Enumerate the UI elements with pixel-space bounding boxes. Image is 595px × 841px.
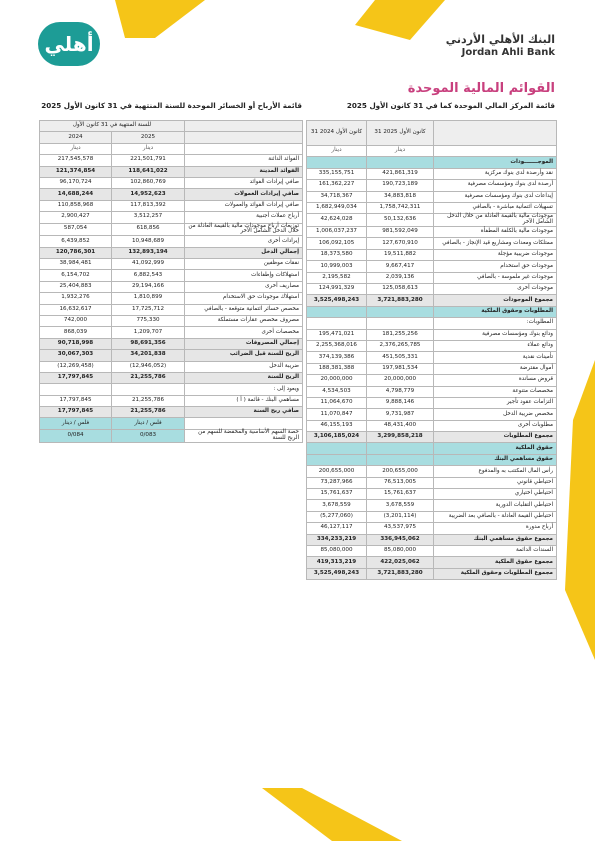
row-label: مخصصات أخرى bbox=[185, 327, 303, 338]
table-row bbox=[307, 214, 557, 227]
income-period-header-row bbox=[40, 121, 303, 132]
table-row bbox=[307, 272, 557, 283]
table-row bbox=[40, 166, 303, 177]
eps-row bbox=[40, 429, 303, 442]
value-2024: 3,525,498,243 bbox=[307, 295, 367, 306]
value-2024: 18,373,580 bbox=[307, 249, 367, 260]
value-2024: 90,718,998 bbox=[40, 338, 112, 349]
table-row bbox=[40, 281, 303, 292]
row-label: رأس المال المكتتب به والمدفوع bbox=[434, 466, 557, 477]
eps-unit-2025: فلس / دينار bbox=[112, 418, 185, 429]
row-label: موجودات غير ملموسة - بالصافي bbox=[434, 272, 557, 283]
value-2025: 1,209,707 bbox=[112, 327, 185, 338]
value-2025: 85,080,000 bbox=[367, 546, 434, 557]
table-row bbox=[307, 238, 557, 249]
yellow-decor-top-left bbox=[115, 0, 205, 38]
table-row bbox=[307, 340, 557, 351]
value-2024: 11,070,847 bbox=[307, 409, 367, 420]
table-row bbox=[307, 568, 557, 579]
value-2025: 14,952,623 bbox=[112, 189, 185, 200]
value-2025: 29,194,166 bbox=[112, 281, 185, 292]
value-2025: 981,592,049 bbox=[367, 227, 434, 238]
value-2025: 422,025,062 bbox=[367, 557, 434, 568]
row-label: صافي إيرادات الفوائد bbox=[185, 177, 303, 188]
row-label: الفوائد الدائنة bbox=[185, 155, 303, 166]
yellow-decor-bottom bbox=[262, 788, 402, 841]
table-row bbox=[307, 432, 557, 443]
table-row bbox=[307, 557, 557, 568]
value-2025 bbox=[112, 384, 185, 395]
row-label: توزيعات أرباح موجودات مالية بالقيمة العادلة من خلال الدخل الشامل الآخر bbox=[185, 223, 303, 236]
value-2024: 742,000 bbox=[40, 315, 112, 326]
row-label: أموال مقترضة bbox=[434, 363, 557, 374]
row-label: إجمالي المصروفات bbox=[185, 338, 303, 349]
value-2025: 21,255,786 bbox=[112, 395, 185, 406]
value-2025: 20,000,000 bbox=[367, 375, 434, 386]
row-label: ممتلكات ومعدات ومشاريع قيد الإنجاز - بالصافي bbox=[434, 238, 557, 249]
row-label: احتياطي القيمة العادلة - بالصافي بعد الضريبة bbox=[434, 511, 557, 522]
col-2024-header: 31 كانون الأول 2024 bbox=[307, 121, 367, 146]
value-2024: 2,900,427 bbox=[40, 212, 112, 223]
unit-label bbox=[185, 143, 303, 154]
value-2025: 9,667,417 bbox=[367, 261, 434, 272]
value-2024: 73,287,966 bbox=[307, 477, 367, 488]
table-row bbox=[307, 397, 557, 408]
row-label: مجموع المطلوبات وحقوق الملكية bbox=[434, 568, 557, 579]
table-row bbox=[307, 227, 557, 238]
table-row bbox=[307, 523, 557, 534]
table-row bbox=[307, 477, 557, 488]
table-row bbox=[40, 200, 303, 211]
table-row bbox=[40, 270, 303, 281]
col-2025-header: 2025 bbox=[112, 132, 185, 143]
row-label: مخصص ضريبة الدخل bbox=[434, 409, 557, 420]
table-row bbox=[307, 318, 557, 329]
value-2025: (3,201,114) bbox=[367, 511, 434, 522]
row-label: مجموع حقوق الملكية bbox=[434, 557, 557, 568]
value-2024: 46,127,117 bbox=[307, 523, 367, 534]
row-label: حقوق الملكية bbox=[434, 443, 557, 454]
table-row bbox=[307, 352, 557, 363]
value-2024: 46,155,193 bbox=[307, 420, 367, 431]
row-label: استهلاكات وإطفاءات bbox=[185, 270, 303, 281]
table-row bbox=[307, 511, 557, 522]
value-2024: 200,655,000 bbox=[307, 466, 367, 477]
value-2024: 16,632,617 bbox=[40, 304, 112, 315]
value-2025: 618,856 bbox=[112, 223, 185, 236]
unit-label bbox=[434, 146, 557, 157]
row-label: احتياطي قانوني bbox=[434, 477, 557, 488]
page-title: القوائم المالية الموحدة bbox=[407, 81, 555, 96]
table-row bbox=[307, 409, 557, 420]
row-label: موجودات مالية بالكلفة المطفأة bbox=[434, 227, 557, 238]
table-row bbox=[307, 443, 557, 454]
income-year-header-row bbox=[40, 132, 303, 143]
value-2025: 125,058,613 bbox=[367, 284, 434, 295]
row-label: صافي إيرادات العمولات bbox=[185, 189, 303, 200]
value-2025: 775,330 bbox=[112, 315, 185, 326]
row-label: الفوائد المدينة bbox=[185, 166, 303, 177]
value-2025: 21,255,786 bbox=[112, 407, 185, 418]
value-2025: 50,132,636 bbox=[367, 214, 434, 227]
value-2024: 335,155,751 bbox=[307, 168, 367, 179]
row-label: ودائع بنوك ومؤسسات مصرفية bbox=[434, 329, 557, 340]
value-2024: 1,682,949,034 bbox=[307, 202, 367, 213]
value-2025 bbox=[367, 443, 434, 454]
table-row bbox=[307, 386, 557, 397]
value-2025: 34,201,838 bbox=[112, 350, 185, 361]
table-row bbox=[307, 500, 557, 511]
row-label: مساهمي البنك - قائمة ( أ ) bbox=[185, 395, 303, 406]
row-label: موجودات حق استخدام bbox=[434, 261, 557, 272]
value-2025: 102,860,769 bbox=[112, 177, 185, 188]
value-2024: 6,439,852 bbox=[40, 236, 112, 247]
bank-name-ar: البنك الأهلي الأردني bbox=[445, 33, 555, 46]
table-row bbox=[40, 189, 303, 200]
value-2024: 14,688,244 bbox=[40, 189, 112, 200]
logo-text: أهلي bbox=[44, 32, 94, 56]
row-label: التزامات عقود تأجير bbox=[434, 397, 557, 408]
value-2024: (5,277,060) bbox=[307, 511, 367, 522]
value-2025: 3,721,883,280 bbox=[367, 568, 434, 579]
value-2025 bbox=[367, 318, 434, 329]
value-2025: 15,761,637 bbox=[367, 489, 434, 500]
label-col-header bbox=[434, 121, 557, 146]
table-row bbox=[40, 372, 303, 383]
value-2025: 43,537,975 bbox=[367, 523, 434, 534]
row-label: المطلوبات وحقوق الملكية bbox=[434, 306, 557, 317]
value-2024: 161,362,227 bbox=[307, 180, 367, 191]
row-label: مجموع حقوق مساهمي البنك bbox=[434, 534, 557, 545]
row-label: مجموع الموجودات bbox=[434, 295, 557, 306]
row-label: تأمينات نقدية bbox=[434, 352, 557, 363]
value-2025: 336,945,062 bbox=[367, 534, 434, 545]
table-row bbox=[307, 375, 557, 386]
row-label: ويعود إلى : bbox=[185, 384, 303, 395]
row-label: مصروف مخصص عقارات مستملكة bbox=[185, 315, 303, 326]
table-row bbox=[40, 236, 303, 247]
value-2024: (12,269,458) bbox=[40, 361, 112, 372]
value-2024: 25,404,883 bbox=[40, 281, 112, 292]
value-2024: 6,154,702 bbox=[40, 270, 112, 281]
row-label: قروض مساندة bbox=[434, 375, 557, 386]
value-2025: 6,882,543 bbox=[112, 270, 185, 281]
row-label: الربح للسنة bbox=[185, 372, 303, 383]
value-2024: 4,534,503 bbox=[307, 386, 367, 397]
value-2024: 419,313,219 bbox=[307, 557, 367, 568]
value-2025: (12,946,052) bbox=[112, 361, 185, 372]
table-row bbox=[40, 177, 303, 188]
col-2025-header: 31 كانون الأول 2025 bbox=[367, 121, 434, 146]
value-2025: 451,505,331 bbox=[367, 352, 434, 363]
value-2024 bbox=[40, 384, 112, 395]
row-label: احتياطي التقلبات الدورية bbox=[434, 500, 557, 511]
table-row bbox=[40, 327, 303, 338]
value-2025: 181,255,256 bbox=[367, 329, 434, 340]
balance-sheet-header-row bbox=[307, 121, 557, 146]
table-row bbox=[40, 259, 303, 270]
value-2025: 127,670,910 bbox=[367, 238, 434, 249]
row-label: الموجـــــــودات bbox=[434, 157, 557, 168]
bank-name-en: Jordan Ahli Bank bbox=[461, 47, 555, 58]
value-2024: 3,525,498,243 bbox=[307, 568, 367, 579]
value-2024: 868,039 bbox=[40, 327, 112, 338]
table-row bbox=[307, 329, 557, 340]
value-2024: 1,932,276 bbox=[40, 293, 112, 304]
row-label: موجودات ضريبية مؤجلة bbox=[434, 249, 557, 260]
period-header: للسنة المنتهية في 31 كانون الأول bbox=[40, 121, 185, 132]
value-2024: 42,624,028 bbox=[307, 214, 367, 227]
row-label: السندات الدائمة bbox=[434, 546, 557, 557]
value-2025 bbox=[367, 306, 434, 317]
value-2024 bbox=[307, 306, 367, 317]
ahli-logo bbox=[38, 22, 100, 66]
table-row bbox=[40, 304, 303, 315]
value-2025: 4,798,779 bbox=[367, 386, 434, 397]
value-2025: 132,893,194 bbox=[112, 247, 185, 258]
unit-2024: دينار bbox=[307, 146, 367, 157]
income-unit-row bbox=[40, 143, 303, 154]
row-label: موجودات أخرى bbox=[434, 284, 557, 295]
table-row bbox=[40, 155, 303, 166]
value-2024: 374,139,386 bbox=[307, 352, 367, 363]
value-2024: 11,064,670 bbox=[307, 397, 367, 408]
table-row bbox=[40, 350, 303, 361]
row-label: مجموع المطلوبات bbox=[434, 432, 557, 443]
unit-2025: دينار bbox=[367, 146, 434, 157]
row-label: إيرادات أخرى bbox=[185, 236, 303, 247]
value-2024: 1,006,037,237 bbox=[307, 227, 367, 238]
table-row bbox=[307, 363, 557, 374]
row-label: تسهيلات ائتمانية مباشرة - بالصافي bbox=[434, 202, 557, 213]
balance-sheet-heading: قائمة المركز المالي الموحدة كما في 31 كانون الأول 2025 bbox=[346, 101, 555, 110]
income-statement-heading: قائمة الأرباح أو الخسائر الموحدة للسنة المنتهية في 31 كانون الأول 2025 bbox=[41, 101, 302, 110]
value-2024 bbox=[307, 318, 367, 329]
value-2025: 200,655,000 bbox=[367, 466, 434, 477]
eps-2025: 0/083 bbox=[112, 429, 185, 442]
row-label: ودائع عملاء bbox=[434, 340, 557, 351]
value-2024: 17,797,845 bbox=[40, 372, 112, 383]
table-row bbox=[307, 466, 557, 477]
balance-sheet-unit-row bbox=[307, 146, 557, 157]
value-2025: 34,883,818 bbox=[367, 191, 434, 202]
table-row bbox=[307, 261, 557, 272]
income-statement-table bbox=[39, 120, 303, 443]
table-row bbox=[307, 420, 557, 431]
unit-2024: دينار bbox=[40, 143, 112, 154]
yellow-decor-right bbox=[565, 360, 595, 660]
value-2025: 117,813,392 bbox=[112, 200, 185, 211]
table-row bbox=[40, 407, 303, 418]
value-2025: 190,723,189 bbox=[367, 180, 434, 191]
eps-label: حصة السهم الأساسية والمخفضة للسهم من الربح للسنة bbox=[185, 429, 303, 442]
value-2025: 3,512,257 bbox=[112, 212, 185, 223]
label-col-header-2 bbox=[185, 132, 303, 143]
value-2025: 118,641,022 bbox=[112, 166, 185, 177]
value-2025: 21,255,786 bbox=[112, 372, 185, 383]
row-label: صافي ربح السنة bbox=[185, 407, 303, 418]
row-label: مخصص خسائر ائتمانية متوقعة - بالصافي bbox=[185, 304, 303, 315]
value-2024: 38,984,481 bbox=[40, 259, 112, 270]
value-2024: 3,106,185,024 bbox=[307, 432, 367, 443]
table-row bbox=[307, 489, 557, 500]
table-row bbox=[40, 384, 303, 395]
value-2024: 30,067,303 bbox=[40, 350, 112, 361]
yellow-decor-top-right bbox=[355, 0, 445, 40]
table-row bbox=[307, 534, 557, 545]
row-label: نقد وأرصدة لدى بنوك مركزية bbox=[434, 168, 557, 179]
col-2024-header: 2024 bbox=[40, 132, 112, 143]
value-2024: 96,170,724 bbox=[40, 177, 112, 188]
table-row bbox=[307, 202, 557, 213]
value-2024 bbox=[307, 443, 367, 454]
value-2024: 10,999,003 bbox=[307, 261, 367, 272]
row-label: نفقات موظفين bbox=[185, 259, 303, 270]
value-2024: 17,797,845 bbox=[40, 395, 112, 406]
row-label: أرصدة لدى بنوك ومؤسسات مصرفية bbox=[434, 180, 557, 191]
value-2025: 9,888,146 bbox=[367, 397, 434, 408]
row-label: الربح للسنة قبل الضرائب bbox=[185, 350, 303, 361]
row-label: إيداعات لدى بنوك ومؤسسات مصرفية bbox=[434, 191, 557, 202]
value-2025: 1,810,899 bbox=[112, 293, 185, 304]
table-row bbox=[307, 546, 557, 557]
row-label: حقوق مساهمي البنك bbox=[434, 454, 557, 465]
value-2025: 19,511,882 bbox=[367, 249, 434, 260]
balance-sheet-table bbox=[306, 120, 557, 580]
value-2025: 9,731,987 bbox=[367, 409, 434, 420]
value-2024 bbox=[307, 454, 367, 465]
table-row bbox=[307, 295, 557, 306]
value-2025: 421,861,319 bbox=[367, 168, 434, 179]
row-label: مطلوبات أخرى bbox=[434, 420, 557, 431]
value-2025: 76,513,005 bbox=[367, 477, 434, 488]
table-row bbox=[40, 223, 303, 236]
value-2024: 587,054 bbox=[40, 223, 112, 236]
value-2024: 217,545,578 bbox=[40, 155, 112, 166]
row-label: أرباح عملات أجنبية bbox=[185, 212, 303, 223]
row-label: احتياطي اختياري bbox=[434, 489, 557, 500]
table-row bbox=[307, 157, 557, 168]
value-2024: 195,471,021 bbox=[307, 329, 367, 340]
row-label: ضريبة الدخل bbox=[185, 361, 303, 372]
value-2024: 20,000,000 bbox=[307, 375, 367, 386]
value-2024: 124,991,329 bbox=[307, 284, 367, 295]
value-2024: 85,080,000 bbox=[307, 546, 367, 557]
table-row bbox=[40, 247, 303, 258]
value-2024: 17,797,845 bbox=[40, 407, 112, 418]
value-2025: 2,039,136 bbox=[367, 272, 434, 283]
eps-unit-2024: فلس / دينار bbox=[40, 418, 112, 429]
row-label: إجمالي الدخل bbox=[185, 247, 303, 258]
value-2025: 10,948,689 bbox=[112, 236, 185, 247]
bank-name bbox=[446, 33, 555, 58]
eps-unit-label bbox=[185, 418, 303, 429]
value-2025: 197,981,534 bbox=[367, 363, 434, 374]
value-2025: 98,691,356 bbox=[112, 338, 185, 349]
value-2024: 120,786,301 bbox=[40, 247, 112, 258]
value-2024: 2,255,368,016 bbox=[307, 340, 367, 351]
value-2024: 106,092,105 bbox=[307, 238, 367, 249]
row-label: صافي إيرادات الفوائد والعمولات bbox=[185, 200, 303, 211]
table-row bbox=[307, 284, 557, 295]
row-label: مخصصات متنوعة bbox=[434, 386, 557, 397]
table-row bbox=[40, 212, 303, 223]
value-2025 bbox=[367, 157, 434, 168]
table-row bbox=[40, 361, 303, 372]
value-2024: 334,233,219 bbox=[307, 534, 367, 545]
table-row bbox=[40, 395, 303, 406]
table-row bbox=[307, 180, 557, 191]
eps-unit-row bbox=[40, 418, 303, 429]
value-2025: 17,725,712 bbox=[112, 304, 185, 315]
value-2025: 41,092,999 bbox=[112, 259, 185, 270]
value-2025: 3,678,559 bbox=[367, 500, 434, 511]
eps-2024: 0/084 bbox=[40, 429, 112, 442]
value-2025: 3,299,858,218 bbox=[367, 432, 434, 443]
row-label: مصاريف أخرى bbox=[185, 281, 303, 292]
unit-2025: دينار bbox=[112, 143, 185, 154]
table-row bbox=[307, 249, 557, 260]
row-label: استهلاك موجودات حق الاستخدام bbox=[185, 293, 303, 304]
table-row bbox=[40, 293, 303, 304]
label-col-header bbox=[185, 121, 303, 132]
value-2024: 121,374,854 bbox=[40, 166, 112, 177]
value-2024: 3,678,559 bbox=[307, 500, 367, 511]
row-label: أرباح مدورة bbox=[434, 523, 557, 534]
value-2025: 1,758,742,311 bbox=[367, 202, 434, 213]
value-2024: 2,195,582 bbox=[307, 272, 367, 283]
value-2025: 2,376,265,785 bbox=[367, 340, 434, 351]
value-2024 bbox=[307, 157, 367, 168]
value-2025: 48,431,400 bbox=[367, 420, 434, 431]
value-2024: 110,858,968 bbox=[40, 200, 112, 211]
table-row bbox=[40, 315, 303, 326]
table-row bbox=[307, 454, 557, 465]
row-label: المطلوبات: bbox=[434, 318, 557, 329]
value-2025: 221,501,791 bbox=[112, 155, 185, 166]
value-2025: 3,721,883,280 bbox=[367, 295, 434, 306]
row-label: موجودات مالية بالقيمة العادلة من خلال الدخل الشامل الآخر bbox=[434, 214, 557, 227]
value-2024: 34,718,367 bbox=[307, 191, 367, 202]
value-2024: 188,381,388 bbox=[307, 363, 367, 374]
value-2025 bbox=[367, 454, 434, 465]
table-row bbox=[307, 168, 557, 179]
table-row bbox=[307, 191, 557, 202]
table-row bbox=[307, 306, 557, 317]
value-2024: 15,761,637 bbox=[307, 489, 367, 500]
table-row bbox=[40, 338, 303, 349]
